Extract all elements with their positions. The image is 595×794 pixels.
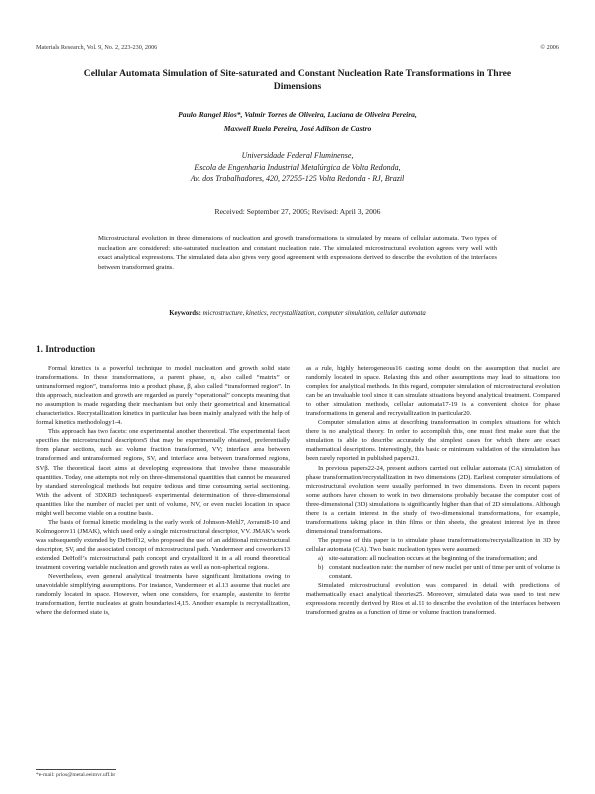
affiliation [60,150,535,185]
keywords-label: Keywords: [169,310,201,317]
paragraph: as a rule, highly heterogeneous16 casting some doubt on the assumption that nuclei are randomly located in space. Relaxing this and other assumptions may lead to situations too complex for analytical methods. In this regard, computer simulation of microstructural evolution can be an invaluable tool since it can simulate situations beyond analytical treatment. Compared to other simulation methods, cellular automata17-19 is a convenient choice for phase transformations in general and recrystallization in particular20. [306,365,560,418]
left-column [36,364,290,617]
abstract: Microstructural evolution in three dimensions of nucleation and growth transformations is simulated by means of cellular automata. Two types of nucleation are considered: site-saturated nucleation and constant nucleation rate. The simulated microstructural evolution agrees very well with exact analytical expressions. The simulated data also gives very good agreement with expressions derived to describe the evolution of the interfaces between transformed grains. [98,235,497,271]
paragraph: Formal kinetics is a powerful technique to model nucleation and growth solid state transformations. In these transformations, a parent phase, α, also called “matrix” or untransformed region”, transforms into a product phase, β, also called “transformed region”. In this approach, nucleation and growth are regarded as purely “operational” concepts meaning that no assumption is made regarding their mechanism but only their geometrical and kinematical characteristics. Recrystallization kinetics in particular has been mainly analyzed with the help of formal kinetics methodology1-4. [36,365,290,427]
section-heading: 1. Introduction [36,344,96,354]
author-line-2: Maxwell Ruela Pereira, José Adilson de Castro [223,124,372,133]
paragraph: The purpose of this paper is to simulate phase transformations/recrystallization in 3D by cellular automata (CA). Two basic nucleation types were assumed: [306,536,560,553]
list-item-text: constant nucleation rate: the number of new nuclei per unit of time per unit of volume is constant. [329,564,560,581]
paragraph: Simulated microstructural evolution was compared in detail with predictions of mathematically exact analytical theories25. Moreover, simulated data was used to test new expressions recently derived by Rios et al.11 to describe the evolution of the interfaces between transformed grains as a function of time or volume fraction transformed. [306,582,560,617]
affiliation-line-2: Escola de Engenharia Industrial Metalúrgica de Volta Redonda, [194,162,401,172]
author-line-1: Paulo Rangel Rios*, Valmir Torres de Oliveira, Luciana de Oliveira Pereira, [178,110,417,119]
nucleation-type-list [306,554,560,581]
journal-citation: Materials Research, Vol. 9, No. 2, 223-230, 2006 [36,44,158,51]
copyright-notice: © 2006 [540,44,559,51]
list-marker: a) [318,554,324,562]
affiliation-line-3: Av. dos Trabalhadores, 420, 27255-125 Volta Redonda - RJ, Brazil [190,174,405,183]
paragraph: Computer simulation aims at describing transformation in complex situations for which there is no analytical theory. In order to accomplish this, one must first make sure that the simulation is able to describe accurately the simplest cases for which there are exact mathematical descriptions. Interestingly, this basic or minimum validation of the simulation has been rarely reported in published papers21. [306,419,560,463]
paper-title: Cellular Automata Simulation of Site-saturated and Constant Nucleation Rate Transformations in Three Dimensions [83,68,512,92]
list-item [318,554,560,563]
affiliation-line-1: Universidade Federal Fluminense, [241,151,354,160]
footnote-divider [36,769,116,770]
paragraph: Nevertheless, even general analytical treatments have significant limitations owing to unavoidable simplifying assumptions. For instance, Vandermeer et al.13 assume that nuclei are randomly located in space. However, when one considers, for example, austenite to ferrite transformation, ferrite nucleates at grain boundaries14,15. Another example is recrystallization, where the deformed state is, [36,573,290,617]
paragraph: The basis of formal kinetic modeling is the early work of Johnson-Mehl7, Avrami8-10 and Kolmogorov11 (JMAK), which used only a single microstructural descriptor, VV. JMAK’s work was subsequently extended by DeHoff12, who proposed the use of an additional microstructural descriptor, SV, and the associated concept of microstructural path. Vandermeer and coworkers13 extended DeHoff’s microstructural path concept and crystallized it in a all round theoretical treatment covering variable nucleation and growth rates as well as non-spherical regions. [36,518,290,572]
paragraph: This approach has two facets: one experimental another theoretical. The experimental facet specifies the microstructural descriptors5 that may be experimentally obtained, preferentially from planar sections, such as: volume fraction transformed, VV; interface area between transformed and untransformed regions, SV, and interface area between transformed regions, SVβ. The theoretical facet aims at developing expressions that involve these measurable quantities. Today, one attempts not rely on three-dimensional quantities that cannot be measured by standard stereological methods but require tedious and time consuming serial sectioning. With the advent of 3DXRD techniques6 experimental determination of three-dimensional quantities like the number of nuclei per unit of volume, NV, or even nuclei location in space might well become viable on a routine basis. [36,428,290,517]
footnote-email: *e-mail: prios@metal.eeimvr.uff.br [36,772,116,778]
paragraph: In previous papers22-24, present authors carried out cellular automata (CA) simulation of phase transformation/recrystallization in two dimensions (2D). Earliest computer simulations of microstructural evolution were usually performed in two dimensions. Even in recent papers some authors have chosen to work in two dimensions probably because the computer cost of three-dimensional (3D) simulations is significantly higher than that of 2D simulations. Although there is a certain interest in the study of two-dimensional transformations, for example, transformations taking place in thin films or thin sheets, the greatest interest lye in three dimensional transformations. [306,464,560,535]
list-item-text: site-saturation: all nucleation occurs at the beginning of the transformation; and [329,554,538,562]
author-list [60,108,535,136]
running-header [36,44,559,54]
received-dates: Received: September 27, 2005; Revised: April 3, 2006 [214,207,381,216]
list-marker: b) [318,564,324,572]
keywords [60,310,535,317]
right-column [306,364,560,617]
keywords-text: microstructure, kinetics, recrystallization, computer simulation, cellular automata [202,310,426,317]
list-item [318,563,560,581]
